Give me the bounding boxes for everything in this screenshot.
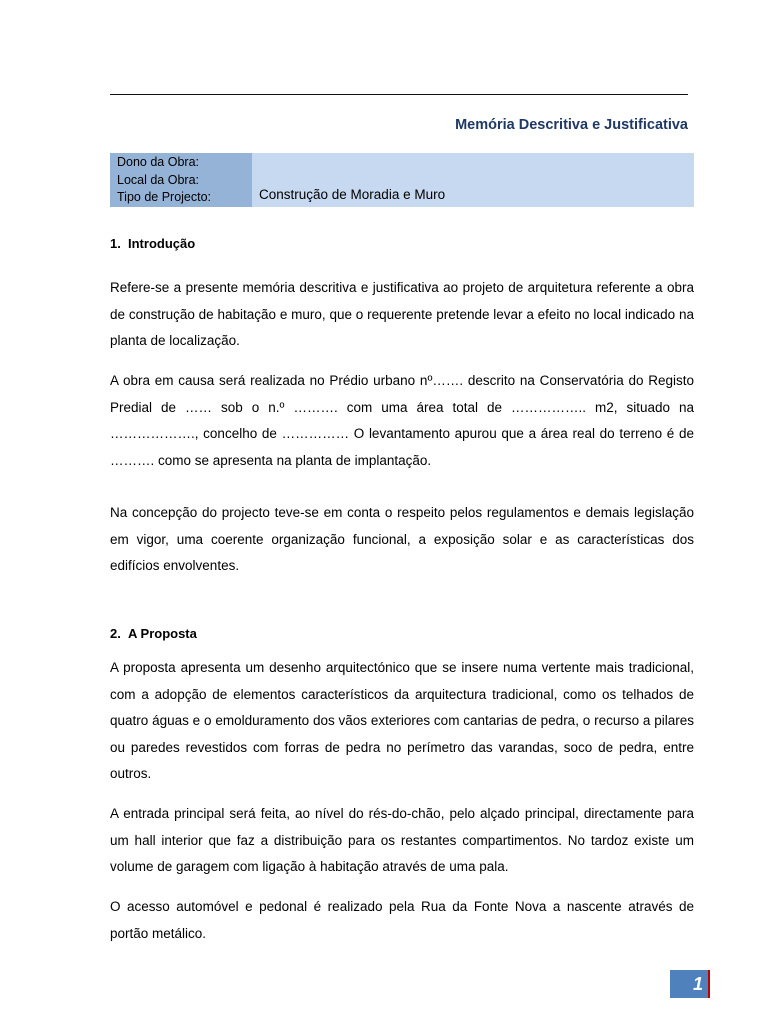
project-type-value: Construção de Moradia e Muro — [259, 187, 446, 202]
page-number-badge — [670, 970, 710, 998]
info-labels-column — [110, 153, 252, 207]
section-title: Introdução — [128, 236, 196, 251]
paragraph: O acesso automóvel e pedonal é realizado pela Rua da Fonte Nova a nascente através de portão metálico. — [110, 899, 694, 941]
paragraph: A proposta apresenta um desenho arquitectónico que se insere numa vertente mais tradicional, com a adopção de elementos característicos da arquitectura tradicional, como os telhados de quatro águas e o emolduramento dos vãos exteriores com cantarias de pedra, o recurso a pilares ou paredes revestidos com forras de pedra no perímetro das varandas, soco de pedra, entre outros. — [110, 660, 694, 781]
paragraph: A entrada principal será feita, ao nível do rés-do-chão, pelo alçado principal, directamente para um hall interior que faz a distribuição para os restantes compartimentos. No tardoz existe um volume de garagem com ligação à habitação através de uma pala. — [110, 806, 694, 874]
project-info-table — [110, 153, 694, 207]
owner-label: Dono da Obra: — [117, 155, 199, 169]
header-rule — [110, 94, 688, 95]
document-title: Memória Descritiva e Justificativa — [455, 117, 688, 133]
location-label: Local da Obra: — [117, 172, 199, 187]
section-heading-proposta — [110, 626, 197, 641]
paragraph: Refere-se a presente memória descritiva e justificativa ao projeto de arquitetura referente a obra de construção de habitação e muro, que o requerente pretende levar a efeito no local indicado na planta de localização. — [110, 280, 694, 348]
section-number: 1. — [110, 236, 121, 251]
page-number: 1 — [692, 973, 703, 994]
section-title: A Proposta — [128, 626, 197, 641]
paragraph: Na concepção do projecto teve-se em conta o respeito pelos regulamentos e demais legislação em vigor, uma coerente organização funcional, a exposição solar e as características dos edifícios envolventes. — [110, 505, 694, 573]
section-heading-introducao — [110, 236, 195, 251]
info-values-column — [252, 153, 694, 207]
paragraph: A obra em causa será realizada no Prédio urbano nº……. descrito na Conservatória do Registo Predial de …… sob o n.º ………. com uma área total de …………….. m2, situado na ………………., concelho de …………… O levantamento apurou que a área real do terreno é de ………. como se apresenta na planta de implantação. — [110, 373, 694, 468]
section-number: 2. — [110, 626, 121, 641]
project-type-label: Tipo de Projecto: — [117, 190, 212, 204]
